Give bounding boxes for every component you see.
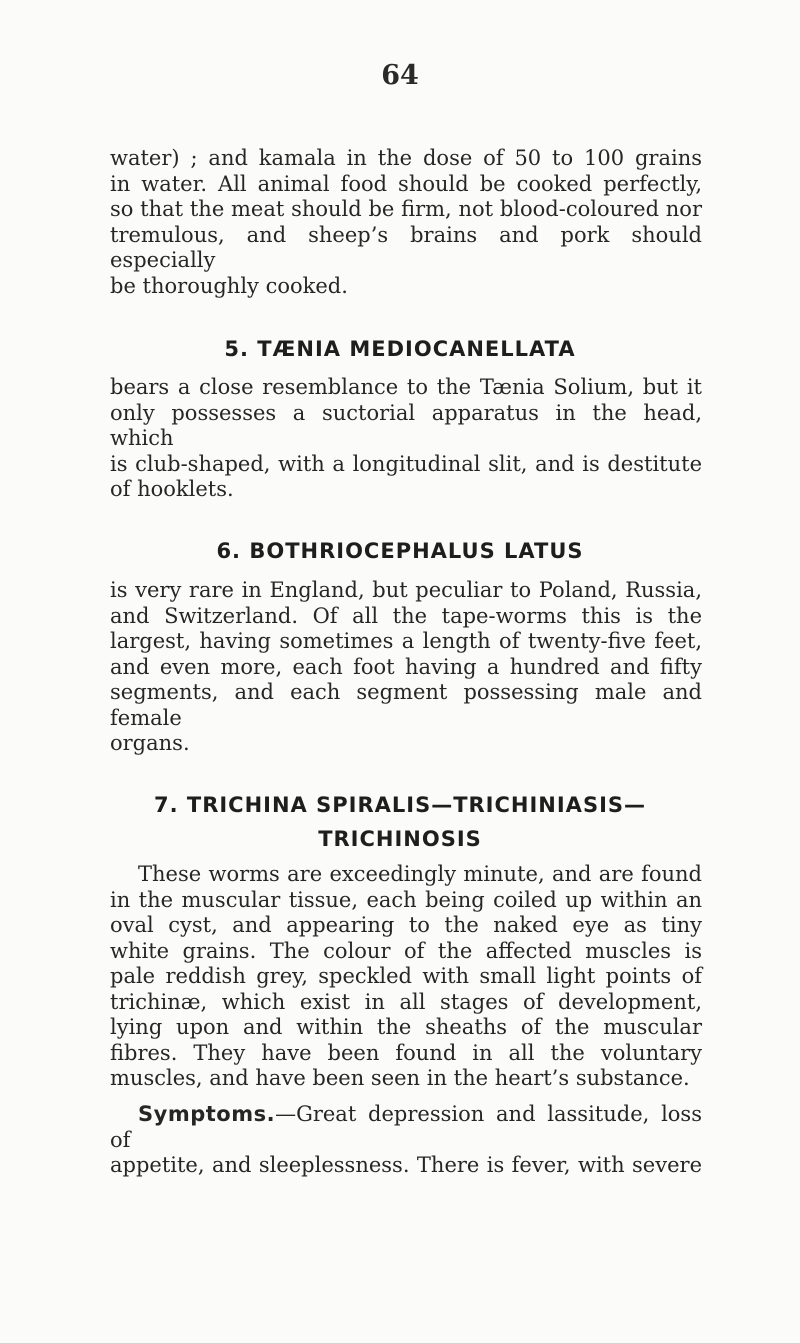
text-line: in the muscular tissue, each being coiled up within an xyxy=(110,887,702,912)
text-line: be thoroughly cooked. xyxy=(110,273,348,298)
text-line: lying upon and within the sheaths of the muscular xyxy=(110,1015,702,1039)
symptoms-label: Symptoms. xyxy=(138,1102,276,1126)
text-line: organs. xyxy=(110,731,190,755)
text-line: so that the meat should be firm, not blood-coloured nor xyxy=(110,197,702,221)
text-line: of hooklets. xyxy=(110,477,234,501)
text-line: only possesses a suctorial apparatus in the head, which xyxy=(110,400,702,450)
opening-paragraph xyxy=(110,146,702,299)
text-line: These worms are exceedingly minute, and are found xyxy=(138,862,702,886)
page-number: 64 xyxy=(381,60,419,91)
section-5-heading: 5. TÆNIA MEDIOCANELLATA xyxy=(224,337,576,361)
text-line: muscles, and have been seen in the heart’s substance. xyxy=(110,1066,690,1090)
section-6-heading: 6. BOTHRIOCEPHALUS LATUS xyxy=(216,539,584,563)
section-5-paragraph xyxy=(110,375,702,503)
symptoms-text: —Great depression and lassitude, loss of xyxy=(110,1102,702,1152)
text-line: oval cyst, and appearing to the naked eye as tiny xyxy=(110,913,702,937)
text-line: trichinæ, which exist in all stages of development, xyxy=(110,989,702,1014)
text-line: tremulous, and sheep’s brains and pork should especially xyxy=(110,222,702,272)
text-line: pale reddish grey, speckled with small light points of xyxy=(110,964,702,988)
text-line: is very rare in England, but peculiar to Poland, Russia, xyxy=(110,578,702,602)
text-line: and Switzerland. Of all the tape-worms this is the xyxy=(110,603,702,628)
text-line: is club-shaped, with a longitudinal slit, and is destitute xyxy=(110,451,702,476)
text-line: white grains. The colour of the affected muscles is xyxy=(110,938,702,963)
text-line: and even more, each foot having a hundred and fifty xyxy=(110,654,702,679)
text-line: in water. All animal food should be cooked perfectly, xyxy=(110,171,702,196)
text-line: largest, having sometimes a length of twenty-five feet, xyxy=(110,629,702,653)
text-line: water) ; and kamala in the dose of 50 to 100 grains xyxy=(110,146,702,170)
text-line: appetite, and sleeplessness. There is fever, with severe xyxy=(110,1153,702,1177)
section-7-paragraph xyxy=(110,862,702,1092)
section-7-heading-line-2: TRICHINOSIS xyxy=(318,827,482,851)
text-line: bears a close resemblance to the Tænia Solium, but it xyxy=(110,375,702,399)
text-line: fibres. They have been found in all the voluntary xyxy=(110,1040,702,1065)
text-line: segments, and each segment possessing male and female xyxy=(110,680,702,730)
symptoms-paragraph xyxy=(110,1102,702,1179)
section-6-paragraph xyxy=(110,578,702,757)
text-line xyxy=(110,1102,702,1153)
section-7-heading-line-1: 7. TRICHINA SPIRALIS—TRICHINIASIS— xyxy=(153,793,647,817)
